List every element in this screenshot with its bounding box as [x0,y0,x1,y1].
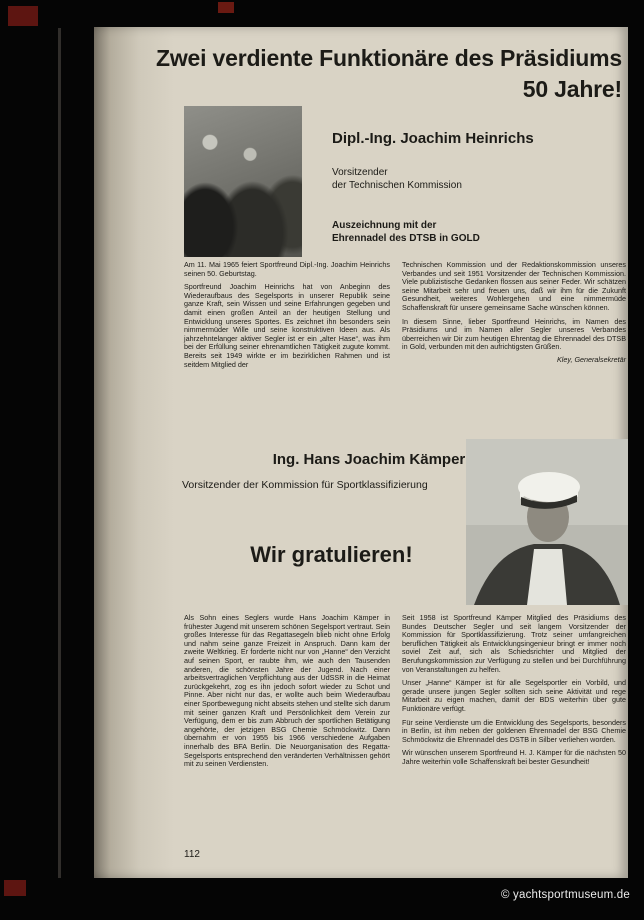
award-line-2: Ehrennadel des DTSB in GOLD [332,233,480,244]
paragraph: Technischen Kommission und der Redaktionskommission unseres Verbandes und seit 1951 Vorsitzender der Technischen Kommission. Viele publizistische Gedanken flossen aus seiner Feder. Wir schätzen seine Mitarbeit sehr und freuen uns, daß wir ihm für die Zukunft Gesundheit, weiteres Wohlergehen und eine nimmermüde Schaffenskraft für unsere gemeinsame Sache wünschen können. [402,260,626,312]
photo-joachim-heinrichs [184,106,302,257]
heinrichs-role-line-1: Vorsitzender [332,167,388,178]
heinrichs-role [332,166,462,192]
paragraph: Am 11. Mai 1965 feiert Sportfreund Dipl.-Ing. Joachim Heinrichs seinen 50. Geburtstag. [184,260,390,278]
heinrichs-role-line-2: der Technischen Kommission [332,180,462,191]
film-mark [218,2,234,13]
article-title [156,43,622,105]
congratulations-headline: Wir gratulieren! [250,542,413,567]
title-line-1: Zwei verdiente Funktionäre des Präsidiums [156,45,622,71]
kaemper-column-right [402,614,626,772]
kaemper-name-heading: Ing. Hans Joachim Kämper [272,451,466,468]
kaemper-role: Vorsitzender der Kommission für Sportklassifizierung [182,479,428,491]
heinrichs-column-left [184,261,390,374]
watermark-text: © yachtsportmuseum.de [500,889,630,901]
paragraph: Als Sohn eines Seglers wurde Hans Joachim Kämper in frühester Jugend mit unserem schönen Segelsport vertraut. Sein großes Interesse für das Regattasegeln blieb nicht ohne Erfolg und nahm seine ganze Freizeit in Anspruch. Dann kam der zweite Weltkrieg. Er forderte nicht nur von „Hanne“ den Verzicht auf seinen Sport, er raubte ihm, wie auch den Tausenden anderen, die schönsten Jahre der Jugend. Nach einer arbeitsvertraglichen Verpflichtung aus der UdSSR in die Heimat zurückgekehrt, zog es ihn jedoch sofort wieder zu Schot und Pinne. Aber nicht nur das, er wollte auch beim Wiederaufbau einer Sportbewegung nicht abseits stehen und stellte sich darum mit seiner ganzen Kraft und Persönlichkeit dem Verein zur Verfügung, dem er bis zum Abbruch der sportlichen Betätigung angehörte, der jetzigen BSG Chemie Schmöckwitz. Dann übernahm er von 1955 bis 1966 verschiedene Aufgaben innerhalb des BFA Berlin. Die Neuorganisation des Regatta-Segelsports entsprechend den veränderten Verhältnissen gehört mit zu seinen Verdiensten. [184,613,390,769]
film-mark [4,880,26,896]
paragraph: Unser „Hanne“ Kämper ist für alle Segelsportler ein Vorbild, und gerade unsere jungen Segler sollten sich seine Aktivität und rege Mitarbeit zu eigen machen, damit der BDS weiterhin über gute Funktionäre verfügt. [402,678,626,713]
page-number: 112 [184,849,200,860]
magazine-page [94,27,628,878]
kaemper-column-left [184,614,390,774]
paragraph: Wir wünschen unserem Sportfreund H. J. Kämper für die nächsten 50 Jahre weiterhin volle Schaffenskraft bei bester Gesundheit! [402,748,626,766]
heinrichs-column-right [402,261,626,364]
title-line-2: 50 Jahre! [522,76,622,102]
paragraph: Für seine Verdienste um die Entwicklung des Segelsports, besonders in Berlin, ist ihm neben der goldenen Ehrennadel der BSG Chemie Schmöckwitz die Ehrennadel des DSTB in Silber verliehen worden. [402,717,626,744]
page-edge [58,28,61,878]
heinrichs-name-heading: Dipl.-Ing. Joachim Heinrichs [332,130,534,147]
signature: Kley, Generalsekretär [557,354,626,364]
paragraph: Seit 1958 ist Sportfreund Kämper Mitglied des Präsidiums des Bundes Deutscher Segler und seit langem Vorsitzender der Kommission für Sportklassifizierung. Trotz seiner umfangreichen beruflichen Tätigkeit als Entwicklungsingenieur bringt er immer noch soviel Zeit auf, sich als Schiedsrichter und Mitglied der Berufungskommission zur Verfügung zu stellen und bei Durchführung von Veranstaltungen zu helfen. [402,613,626,674]
heinrichs-award-heading [332,219,480,245]
paragraph: In diesem Sinne, lieber Sportfreund Heinrichs, im Namen des Präsidiums und im Namen aller Segler unseres Verbandes überreichen wir Dir zum heutigen Ehrentag die Ehrennadel des DTSB in Gold, verbunden mit den aufrichtigsten Grüßen. [402,316,626,352]
award-line-1: Auszeichnung mit der [332,220,437,231]
paragraph: Sportfreund Joachim Heinrichs hat von Anbeginn des Wiederaufbaus des Segelsports in unserer Republik seine ganze Kraft, sein Wissen und seine Erfahrungen gegeben und damit einen großen Anteil an der heutigen Stellung und Entwicklung unseres Sportes. Es zeichnet ihn besonders sein nimmermüder Wille und seine konstruktiven Ideen aus. Als jahrzehntelanger aktiver Segler ist er ein „alter Hase“, was ihm bei der Erfüllung seiner ehrenamtlichen Tätigkeit zugute kommt. Bereits seit 1949 wirkte er im bezirklichen Rahmen und ist seitdem Mitglied der [184,282,390,369]
film-mark [8,6,38,26]
